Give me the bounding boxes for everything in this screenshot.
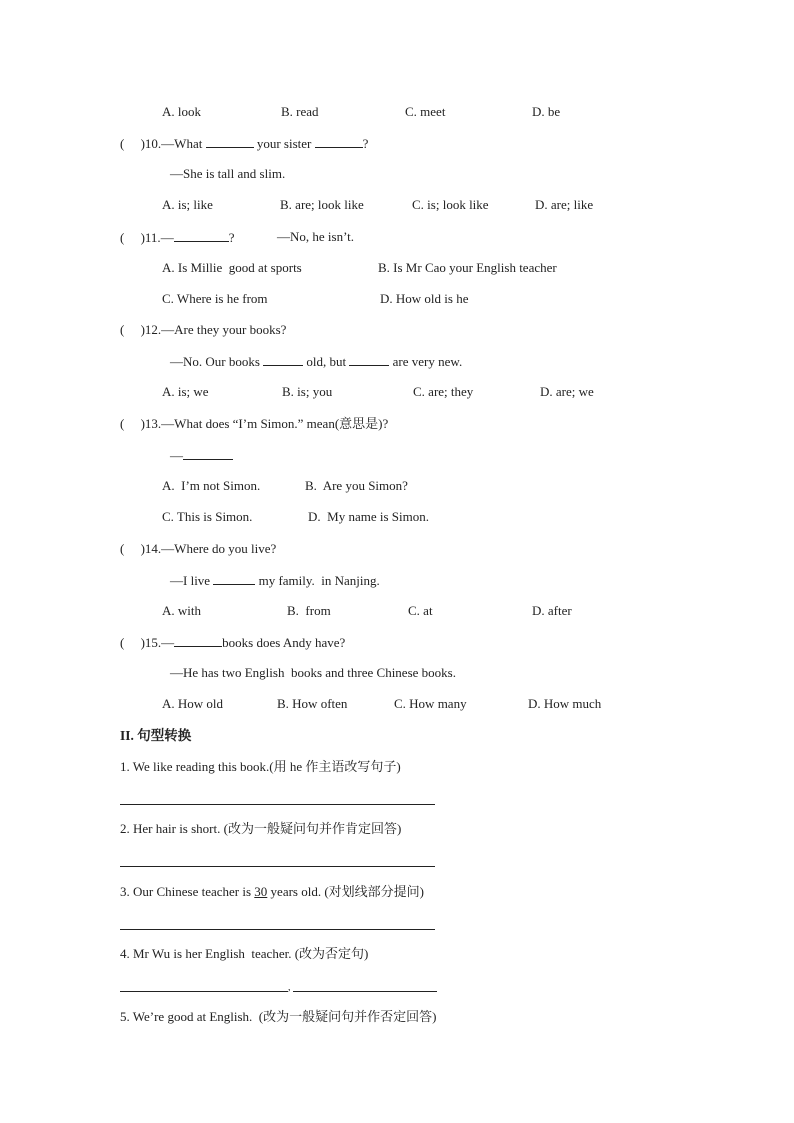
q11-number: ( )11. [120, 230, 161, 245]
q11-option-c: C. Where is he from [162, 291, 268, 306]
q15-stem: ( )15.— books does Andy have? [120, 635, 346, 650]
q9-option-d: D. be [532, 104, 561, 119]
transform-item-3: 3. Our Chinese teacher is 30 years old. (对划线部分提问) [120, 884, 424, 899]
transform-item-1: 1. We like reading this book.(用 he 作主语改写句子) [120, 759, 401, 774]
q12-option-b: B. is; you [282, 384, 333, 399]
q15-option-b: B. How often [277, 696, 348, 711]
q10-number: ( )10. [120, 136, 162, 151]
q13-stem: ( )13.—What does “I’m Simon.” mean(意思是)? [120, 416, 389, 431]
q10-reply: —She is tall and slim. [170, 166, 286, 181]
q15-option-d: D. How much [528, 696, 602, 711]
q13-option-b: B. Are you Simon? [305, 478, 408, 493]
answer-line [120, 866, 435, 867]
section-2-title: II. 句型转换 [120, 728, 192, 743]
q15-option-c: C. How many [394, 696, 467, 711]
q14-option-a: A. with [162, 603, 201, 618]
q12-option-c: C. are; they [413, 384, 474, 399]
answer-line [120, 804, 435, 805]
q10-option-b: B. are; look like [280, 197, 364, 212]
q11-stem: ( )11.— ? [120, 230, 235, 245]
q14-option-c: C. at [408, 603, 433, 618]
q12-option-d: D. are; we [540, 384, 594, 399]
q10-option-a: A. is; like [162, 197, 213, 212]
q14-stem: ( )14.—Where do you live? [120, 541, 277, 556]
q9-option-b: B. read [281, 104, 319, 119]
q13-reply: — [170, 447, 233, 464]
q12-reply: —No. Our books old, but are very new. [170, 354, 463, 369]
q13-option-a: A. I’m not Simon. [162, 478, 261, 493]
q13-option-d: D. My name is Simon. [308, 509, 429, 524]
q12-number: ( )12. [120, 322, 162, 337]
q11-option-b: B. Is Mr Cao your English teacher [378, 260, 557, 275]
q13-number: ( )13. [120, 416, 162, 431]
answer-blank [174, 634, 222, 647]
q10-option-d: D. are; like [535, 197, 594, 212]
q10-stem: ( )10.—What your sister ? [120, 136, 369, 151]
q13-option-c: C. This is Simon. [162, 509, 253, 524]
answer-blank [315, 135, 363, 148]
transform-item-4: 4. Mr Wu is her English teacher. (改为否定句) [120, 946, 369, 961]
answer-line [293, 991, 437, 992]
transform-item-5: 5. We’re good at English. (改为一般疑问句并作否定回答) [120, 1009, 437, 1024]
q10-option-c: C. is; look like [412, 197, 489, 212]
answer-blank [183, 447, 233, 460]
q12-stem: ( )12.—Are they your books? [120, 322, 287, 337]
q11-option-a: A. Is Millie good at sports [162, 260, 302, 275]
q9-option-a: A. look [162, 104, 201, 119]
answer-comma: , [288, 982, 291, 993]
q9-option-c: C. meet [405, 104, 446, 119]
answer-blank [263, 353, 303, 366]
q12-option-a: A. is; we [162, 384, 209, 399]
q11-option-d: D. How old is he [380, 291, 469, 306]
q14-number: ( )14. [120, 541, 162, 556]
q11-reply: —No, he isn’t. [277, 229, 355, 244]
q14-option-d: D. after [532, 603, 572, 618]
answer-blank [349, 353, 389, 366]
q14-reply: —I live my family. in Nanjing. [170, 573, 380, 588]
answer-blank [206, 135, 254, 148]
q15-number: ( )15. [120, 635, 162, 650]
answer-blank [174, 229, 229, 242]
q14-option-b: B. from [287, 603, 331, 618]
underlined-number: 30 [254, 884, 268, 899]
answer-line [120, 929, 435, 930]
answer-line [120, 991, 288, 992]
transform-item-2: 2. Her hair is short. (改为一般疑问句并作肯定回答) [120, 821, 402, 836]
answer-blank [213, 572, 255, 585]
q15-reply: —He has two English books and three Chinese books. [170, 665, 456, 680]
q15-option-a: A. How old [162, 696, 224, 711]
